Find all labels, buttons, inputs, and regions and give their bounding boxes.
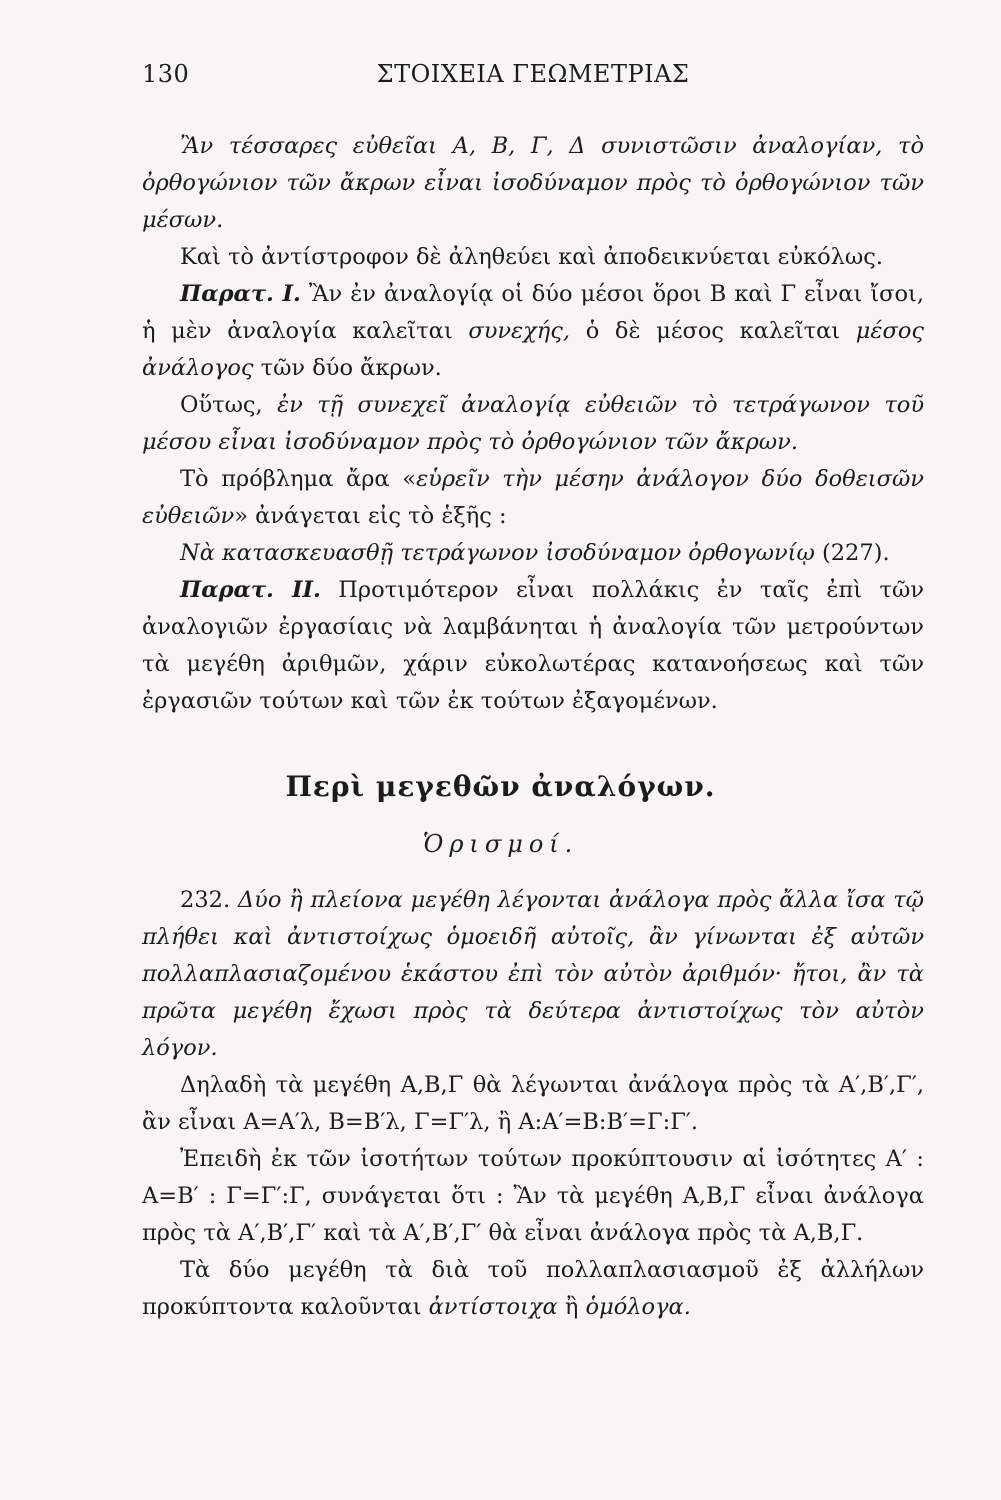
- term-continued: συνεχής,: [468, 318, 571, 344]
- converse-note: Καὶ τὸ ἀντίστροφον δὲ ἀληθεύει καὶ ἀποδεικνύεται εὐκόλως.: [180, 244, 883, 270]
- problem-statement: εὑρεῖν τὴν μέσην ἀνάλογον δύο δοθεισῶν εὐθειῶν: [142, 466, 924, 529]
- since-paragraph: Ἐπειδὴ ἐκ τῶν ἰσοτήτων τούτων προκύπτουσιν αἱ ἰσότητες Α′ : Α=Β′ : Γ=Γ′:Γ, συνάγεται ὅτι : Ἂν τὰ μεγέθη Α,Β,Γ εἶναι ἀνάλογα πρὸς τὰ Α′,Β′,Γ′ καὶ τὰ Α′,Β′,Γ′ θὰ εἶναι ἀνάλογα πρὸς τὰ Α,Β,Γ.: [142, 1146, 924, 1246]
- remark-2-label: Παρατ. ΙΙ.: [180, 577, 321, 603]
- problem-end: » ἀνάγεται εἰς τὸ ἑξῆς :: [234, 503, 507, 529]
- remark-2-text: Προτιμότερον εἶναι πολλάκις ἐν ταῖς ἐπὶ τῶν ἀναλογιῶν ἐργασίαις νὰ λαμβάνηται ἡ ἀναλογία τῶν μετρούντων τὰ μεγέθη ἀριθμῶν, χάριν εὐκολωτέρας κατανοήσεως καὶ τῶν ἐργασιῶν τούτων καὶ τῶν ἐκ τούτων ἐξαγομένων.: [142, 577, 925, 714]
- remark-1-label: Παρατ. Ι.: [180, 281, 301, 307]
- last-text: Τὰ δύο μεγέθη τὰ διὰ τοῦ πολλαπλασιασμοῦ ἐξ ἀλλήλων προκύπτοντα καλοῦνται: [142, 1257, 924, 1320]
- definition-block: [142, 882, 924, 1326]
- section-heading: Περὶ μεγεθῶν ἀναλόγων.: [285, 770, 716, 803]
- construction-statement: Νὰ κατασκευασθῇ τετράγωνον ἰσοδύναμον ὀρθογωνίῳ: [180, 540, 815, 566]
- namely-paragraph: Δηλαδὴ τὰ μεγέθη Α,Β,Γ θὰ λέγωνται ἀνάλογα πρὸς τὰ Α′,Β′,Γ′, ἂν εἶναι Α=Α′λ, Β=Β′λ, Γ=Γ′λ, ἢ Α:Α′=Β:Β′=Γ:Γ′.: [142, 1072, 924, 1135]
- remark-2: [142, 572, 924, 720]
- remark-1: [142, 276, 924, 387]
- term-corresponding: ἀντίστοιχα: [428, 1294, 558, 1320]
- problem-intro: Τὸ πρόβλημα ἄρα «: [180, 466, 417, 492]
- construction-line: [142, 535, 924, 572]
- remark-1-text: Ἂν ἐν ἀναλογίᾳ οἱ δύο μέσοι ὅροι Β καὶ Γ εἶναι ἴσοι, ἡ μὲν ἀναλογία καλεῖται: [142, 281, 925, 344]
- problem-paragraph: [142, 461, 924, 535]
- thus-word: Οὕτως,: [180, 392, 263, 418]
- last-paragraph: [142, 1252, 924, 1326]
- thus-statement: ἐν τῇ συνεχεῖ ἀναλογίᾳ εὐθειῶν τὸ τετράγωνον τοῦ μέσου εἶναι ἰσοδύναμον πρὸς τὸ ὀρθογώνιον τῶν ἄκρων.: [142, 392, 924, 455]
- theorem-statement: Ἂν τέσσαρες εὐθεῖαι Α, Β, Γ, Δ συνιστῶσιν ἀναλογίαν, τὸ ὀρθογώνιον τῶν ἄκρων εἶναι ἰσοδύναμον πρὸς τὸ ὀρθογώνιον τῶν μέσων.: [142, 133, 924, 233]
- section-subheading: Ὁρισμοί.: [422, 830, 579, 858]
- top-text-block: [142, 128, 924, 720]
- term-mean-proportional: μέσος ἀνάλογος: [142, 318, 924, 381]
- last-or: ἢ: [564, 1294, 579, 1320]
- thus-paragraph: [142, 387, 924, 461]
- definition-number: 232.: [180, 887, 231, 913]
- remark-1-mid: ὁ δὲ μέσος καλεῖται: [585, 318, 841, 344]
- remark-1-end: τῶν δύο ἄκρων.: [260, 355, 442, 381]
- page-number: 130: [142, 60, 190, 88]
- construction-reference: (227).: [821, 540, 890, 566]
- definition-paragraph: [142, 882, 924, 1067]
- definition-text: Δύο ἢ πλείονα μεγέθη λέγονται ἀνάλογα πρὸς ἄλλα ἴσα τῷ πλήθει καὶ ἀντιστοίχως ὁμοειδῆ αὐτοῖς, ἂν γίνωνται ἐξ αὐτῶν πολλαπλασιαζομένου ἑκάστου ἐπὶ τὸν αὐτὸν ἀριθμόν· ἤτοι, ἂν τὰ πρῶτα μεγέθη ἔχωσι πρὸς τὰ δεύτερα ἀντιστοίχως τὸν αὐτὸν λόγον.: [142, 887, 924, 1061]
- running-title: ΣΤΟΙΧΕΙΑ ΓΕΩΜΕΤΡΙΑΣ: [376, 60, 690, 88]
- term-homologous: ὁμόλογα.: [585, 1294, 691, 1320]
